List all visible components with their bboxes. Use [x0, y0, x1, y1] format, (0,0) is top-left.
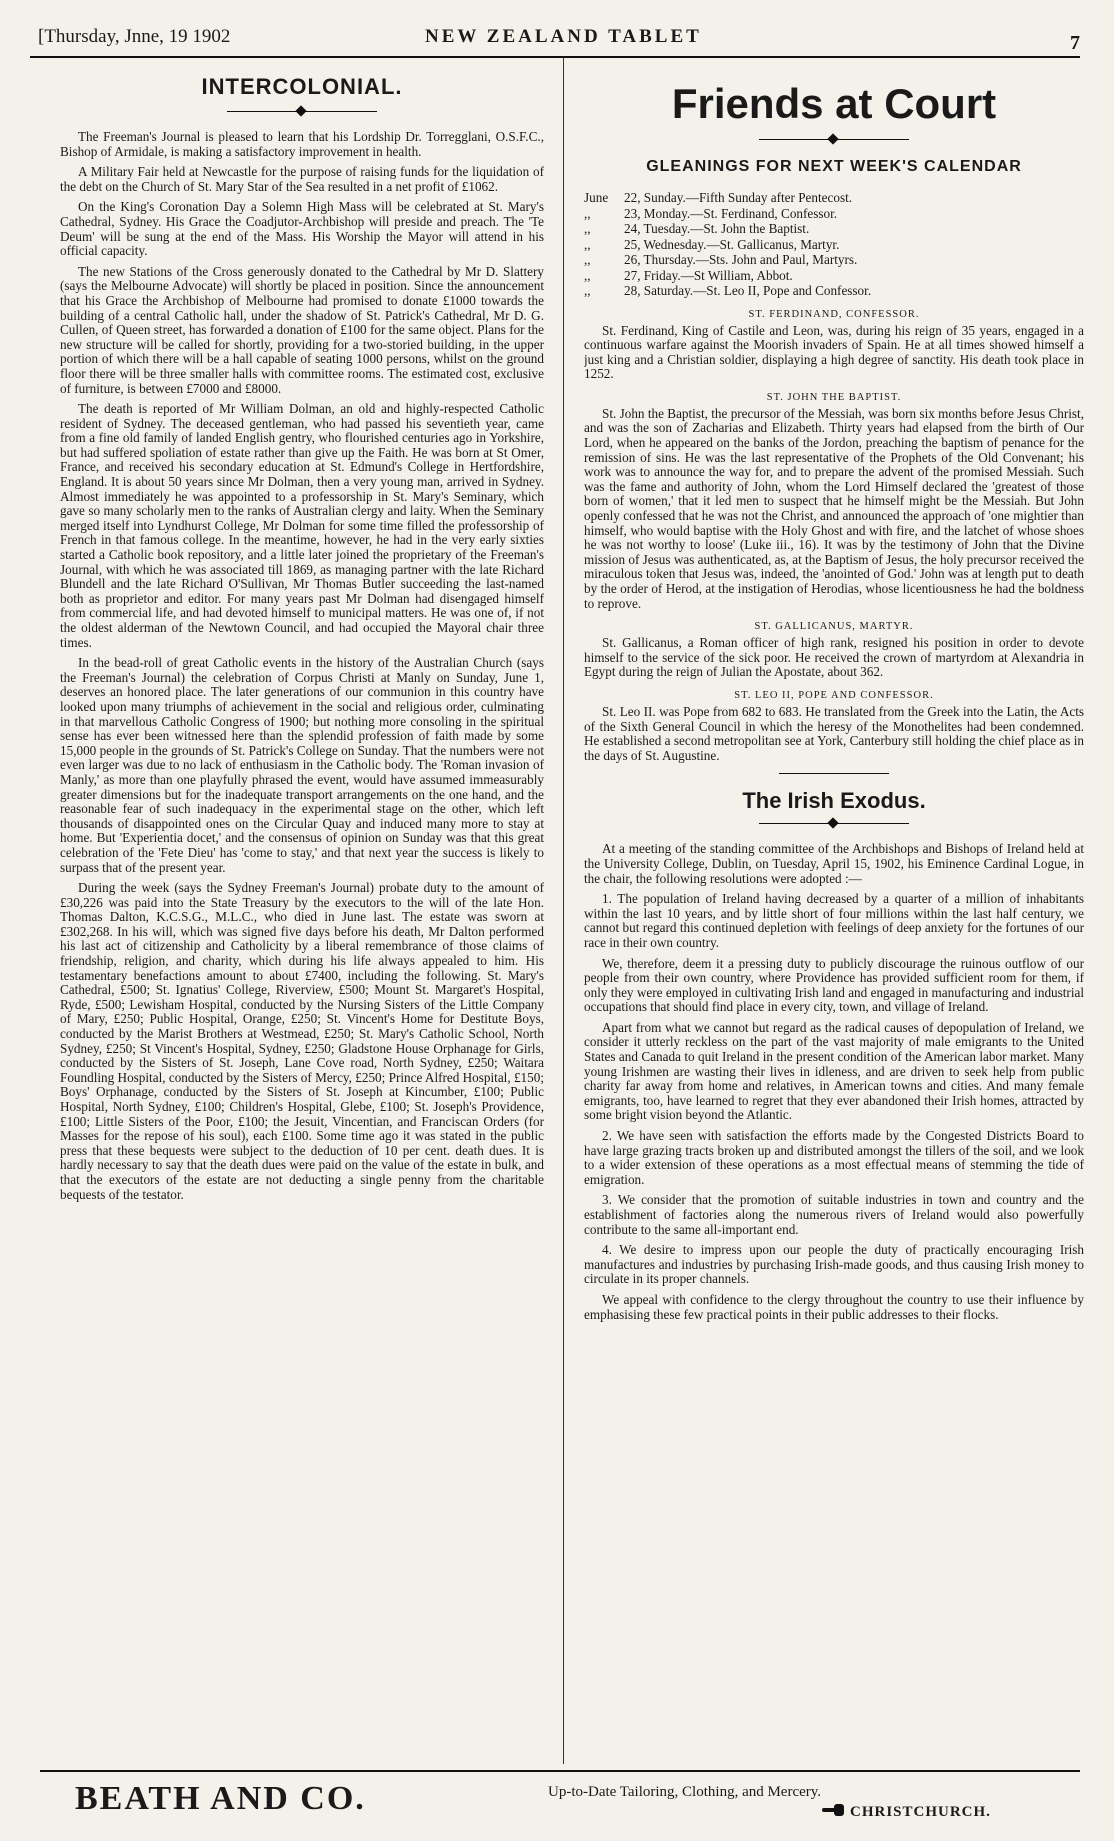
friends-at-court-heading: Friends at Court	[671, 80, 997, 127]
irish-exodus-heading: The Irish Exodus.	[742, 788, 926, 814]
section-paragraph: St. Gallicanus, a Roman officer of high rank, resigned his position in order to devote himself to the service of the sick poor. He received the crown of martyrdom at Alexandria in Egypt during the reign of Julian the Apostate, about 362.	[584, 635, 1084, 680]
calendar-month: June	[584, 190, 609, 205]
article-paragraph: The Freeman's Journal is pleased to learn that his Lordship Dr. Torregglani, O.S.F.C., Bishop of Armidale, is making a satisfactory improvement in health.	[60, 129, 544, 159]
calendar-month: ,,	[584, 252, 591, 267]
advertiser-tagline: Up-to-Date Tailoring, Clothing, and Mercery.	[548, 1784, 822, 1800]
article-paragraph: The new Stations of the Cross generously donated to the Cathedral by Mr D. Slattery (says the Melbourne Advocate) will shortly be placed in position. Since the announcement that his Grace the Archbishop of Melbourne had promised to donate £1000 towards the building of a central Catholic hall, under the shadow of St. Patrick's Cathedral, Mr D. G. Cullen, of Queen street, has forwarded a donation of £100 for the same object. Plans for the new structure will be called for shortly, providing for a two-storied building, in the upper portion of which there will be a hall capable of seating 1000 persons, whilst on the ground floor there will be three smaller halls with committee rooms. The estimated cost, exclusive of furniture, is between £7000 and £8000.	[60, 263, 544, 396]
pointing-hand-icon	[822, 1804, 844, 1816]
article-paragraph: In the bead-roll of great Catholic events in the history of the Australian Church (says the Freeman's Journal) the celebration of Corpus Christi at Manly on Sunday, June 1, deserves an honored place. The later generations of our communion in this country have looked upon many triumphs of achievement in the social and religious order, culminating in that marvellous Catholic Congress of 1900; but nothing more consoling in the spiritual sense has ever been witnessed here than the splendid profession of faith made by some 15,000 people in the grounds of St. Patrick's College on Sunday. That the numbers were not even larger was due to no lack of enthusiasm in the Catholic body. The 'Roman invasion of Manly,' as more than one playfully phrased the event, would have assumed immeasurably greater dimensions but for the inadequate transport arrangements on the one hand, and the reasonable fear of such inadequacy in the experimental stage on the other, which left thousands of disappointed ones on the Circular Quay and induced many more to stay at home. But 'Experientia docet,' and the consensus of opinion on Sunday was that this great celebration of the 'Fete Dieu' has 'come to stay,' and that next year the success is likely to surpass that of the present year.	[60, 655, 544, 875]
calendar-entry	[584, 268, 1084, 284]
calendar-month: ,,	[584, 236, 591, 252]
location-text: CHRISTCHURCH.	[850, 1804, 991, 1820]
section-title: ST. JOHN THE BAPTIST.	[766, 391, 902, 403]
calendar-entry	[584, 190, 1084, 206]
article-paragraph: 3. We consider that the promotion of suitable industries in town and country and the establishment of factories along the numerous rivers of Ireland would also powerfully contribute to the same all-important end.	[584, 1192, 1084, 1237]
calendar-entry	[584, 221, 1084, 237]
masthead-title: NEW ZEALAND TABLET	[425, 26, 702, 47]
calendar-text: 23, Monday.—St. Ferdinand, Confessor.	[624, 205, 838, 221]
article-paragraph: A Military Fair held at Newcastle for the purpose of raising funds for the liquidation of the debt on the Church of St. Mary Star of the Sea resulted in a net profit of £1062.	[60, 164, 544, 194]
article-paragraph: 1. The population of Ireland having decreased by a quarter of a million of inhabitants within the last 10 years, and by little short of four millions within the last half century, we cannot but regard this continued depletion with feelings of deep anxiety for the fortunes of our race in their own country.	[584, 891, 1084, 950]
calendar-month: ,,	[584, 205, 591, 221]
article-paragraph: We appeal with confidence to the clergy throughout the country to use their influence by emphasising these few practical points in their public addresses to their flocks.	[584, 1291, 1084, 1322]
article-paragraph: At a meeting of the standing committee of the Archbishops and Bishops of Ireland held at the University College, Dublin, on Tuesday, April 15, 1902, his Eminence Cardinal Logue, in the chair, the following resolutions were adopted :—	[584, 841, 1084, 886]
calendar-text: 25, Wednesday.—St. Gallicanus, Martyr.	[624, 236, 840, 252]
ornament-divider	[759, 818, 909, 830]
ornament-divider	[227, 106, 377, 118]
calendar-month: ,,	[584, 221, 591, 236]
section-paragraph: St. Leo II. was Pope from 682 to 683. He translated from the Greek into the Latin, the Acts of the Sixth General Council in which the heresy of the Monothelites had been condemned. He established a second metropolitan see at York, Canterbury still holding the chief place as in the days of St. Augustine.	[584, 703, 1084, 763]
advertiser-location	[822, 1804, 991, 1821]
section-paragraph: St. Ferdinand, King of Castile and Leon, was, during his reign of 35 years, engaged in a continuous warfare against the Moorish invaders of Spain. He at all times showed himself a just king and a Christian soldier, displaying a high degree of sanctity. His death took place in 1252.	[584, 322, 1084, 382]
article-paragraph: Apart from what we cannot but regard as the radical causes of depopulation of Ireland, we consider it utterly reckless on the part of the vast majority of male emigrants to the United States and Canada to quit Ireland in the present condition of the American labor market. Many young Irishmen are wasting their lives in idleness, and are driven to seek help from public charity far away from home and relatives, in American towns and cities. And many female emigrants, too, have learned to regret that they ever abandoned their Irish homes, attracted by some bright vision beyond the Atlantic.	[584, 1019, 1084, 1123]
intercolonial-column	[60, 70, 544, 1760]
calendar-text: 22, Sunday.—Fifth Sunday after Pentecost.	[624, 190, 853, 205]
article-paragraph: 4. We desire to impress upon our people the duty of practically encouraging Irish manufactures and industries by purchasing Irish-made goods, and thus causing Irish money to circulate in its proper channels.	[584, 1242, 1084, 1287]
section-paragraph: St. John the Baptist, the precursor of the Messiah, was born six months before Jesus Christ, and was the son of Zacharias and Elizabeth. Thirty years had elapsed from the birth of Our Lord, when he appeared on the banks of the Jordon, preaching the baptism of penance for the remission of sins. He was the last representative of the Prophets of the Old Convenant; his work was to announce the way for, and to prepare the advent of the promised Messiah. Such was the fame and authority of John, whom the Lord Himself declared the 'greatest of those born of women,' that it led men to suspect that he himself might be the Messiah. But John openly confessed that he was not the Christ, and announced the approach of 'one mightier than himself, who would baptise with the Holy Ghost and with fire, and the latchet of whose shoes he was not worthy to loose' (Luke iii., 16). It was by the testimony of John that the Divine mission of Jesus was authenticated, as, at the Baptism of Jesus, the holy precursor received the miraculous token that Jesus was, indeed, the 'anointed of God.' John was at length put to death by the order of Herod, at the instigation of Herodias, whose licentiousness he had the boldness to reprove.	[584, 405, 1084, 611]
article-paragraph: During the week (says the Sydney Freeman's Journal) probate duty to the amount of £30,226 was paid into the State Treasury by the executors to the will of the late Hon. Thomas Dalton, K.C.S.G., M.L.C., who died in June last. The estate was sworn at £302,268. In his will, which was signed five days before his death, Mr Dalton performed his last act of citizenship and Catholicity by a liberal remembrance of those claims of friendship, religion, and charity, which during his life always appealed to him. His testamentary benefactions amount to about £7400, including the following. St. Mary's Cathedral, £500; St. Ignatius' College, Riverview, £500; Mount St. Margaret's Hospital, Ryde, £500; Lewisham Hospital, conducted by the Nursing Sisters of the Little Company of Mary, £250; Public Hospital, Orange, £250; St. Vincent's Home for Destitute Boys, conducted by the Marist Brothers at Westmead, £250; St. Mary's Catholic School, North Sydney, £250; St Vincent's Hospital, Sydney, £250; Gladstone House Orphanage for Girls, conducted by the Sisters of St. Joseph, Lane Cove road, North Sydney, £250; Waitara Foundling Hospital, conducted by the Sisters of Mercy, £250; Prince Alfred Hospital, £150; Boys' Orphanage, conducted by the Sisters of St. Joseph at Kincumber, £100; Public Hospital, North Sydney, £100; Children's Hospital, Glebe, £100; St. Joseph's Providence, £100; Little Sisters of the Poor, £100; the Jesuit, Vincentian, and Franciscan Orders (for Masses for the repose of his soul), each £100. Some time ago it was stated in the public press that these bequests were subject to the deduction of 10 per cent. death dues. It is hardly necessary to say that the death dues were paid on the value of the estate in bulk, and that the executors of the estate are not deducting a single penny from the charitable bequests of the testator.	[60, 880, 544, 1202]
article-paragraph: 2. We have seen with satisfaction the efforts made by the Congested Districts Board to have large grazing tracts broken up and distributed amongst the tillers of the soil, and we look to a wider extension of these operations as a most effectual means of stemming the tide of emigration.	[584, 1128, 1084, 1187]
calendar-text: 26, Thursday.—Sts. John and Paul, Martyrs.	[624, 252, 858, 267]
section-title: ST. LEO II, POPE AND CONFESSOR.	[734, 689, 934, 701]
calendar-text: 24, Tuesday.—St. John the Baptist.	[624, 221, 810, 236]
calendar-text: 28, Saturday.—St. Leo II, Pope and Confessor.	[624, 283, 872, 298]
calendar-entry	[584, 252, 1084, 268]
advertiser-name: BEATH AND CO.	[75, 1780, 366, 1817]
intercolonial-heading: INTERCOLONIAL.	[201, 74, 403, 99]
section-rule	[779, 773, 889, 774]
ornament-divider	[759, 134, 909, 146]
calendar-list	[584, 190, 1084, 299]
calendar-entry	[584, 283, 1084, 299]
calendar-entry	[584, 237, 1084, 253]
footer-rule	[40, 1770, 1080, 1772]
page-number: 7	[1070, 32, 1080, 54]
masthead-date: [Thursday, Jnne, 19 1902	[38, 26, 231, 47]
article-paragraph: We, therefore, deem it a pressing duty to publicly discourage the ruinous outflow of our people from their own country, where Providence has provided sufficient room for them, if only they were employed in cultivating Irish land and engaged in manufacturing and industrial occupations that should find place in every city, town, and village of Ireland.	[584, 955, 1084, 1015]
article-paragraph: On the King's Coronation Day a Solemn High Mass will be celebrated at St. Mary's Cathedral, Sydney. His Grace the Coadjutor-Archbishop will preside and preach. The 'Te Deum' will be sung at the end of the Mass. His Worship the Mayor will attend in his official capacity.	[60, 199, 544, 259]
article-paragraph: The death is reported of Mr William Dolman, an old and highly-respected Catholic resident of Sydney. The deceased gentleman, who had passed his seventieth year, came from a fine old family of landed English gentry, who flourished centuries ago in Yorkshire, but had suffered spoliation of estate rather than give up the Faith. He was born at St Omer, France, and received his secondary education at St. Edmund's College in Hertfordshire, England. It is about 50 years since Mr Dolman, then a very young man, arrived in Sydney. Almost immediately he was appointed to a professorship in St. Mary's Seminary, which gave so many scholarly men to the ranks of Australian clergy and laity. When the Seminary merged itself into Lyndhurst College, Mr Dolman for some time filled the professorship of French in that famous college. In the meantime, however, he had in the very early sixties started a Catholic book repository, and a little later joined the proprietary of the Freeman's Journal, with which he was associated till 1869, as managing partner with the late Richard Blundell and the late Richard O'Sullivan, Mr Thomas Butler succeeding the last-named both as proprietor and editor. For many years past Mr Dolman had disengaged himself from commercial life, and had devoted himself to municipal matters. He was one of, if not the oldest alderman of the Newtown Council, and had occupied the Mayoral chair three times.	[60, 401, 544, 650]
calendar-month: ,,	[584, 267, 591, 283]
calendar-month: ,,	[584, 283, 591, 298]
right-column	[584, 70, 1084, 1760]
section-title: ST. GALLICANUS, MARTYR.	[754, 621, 914, 633]
section-title: ST. FERDINAND, CONFESSOR.	[748, 308, 920, 320]
calendar-text: 27, Friday.—St William, Abbot.	[624, 267, 793, 283]
calendar-entry	[584, 206, 1084, 222]
column-divider	[563, 58, 564, 1764]
masthead	[30, 22, 1080, 58]
gleanings-subheading: GLEANINGS FOR NEXT WEEK'S CALENDAR	[646, 158, 1022, 175]
